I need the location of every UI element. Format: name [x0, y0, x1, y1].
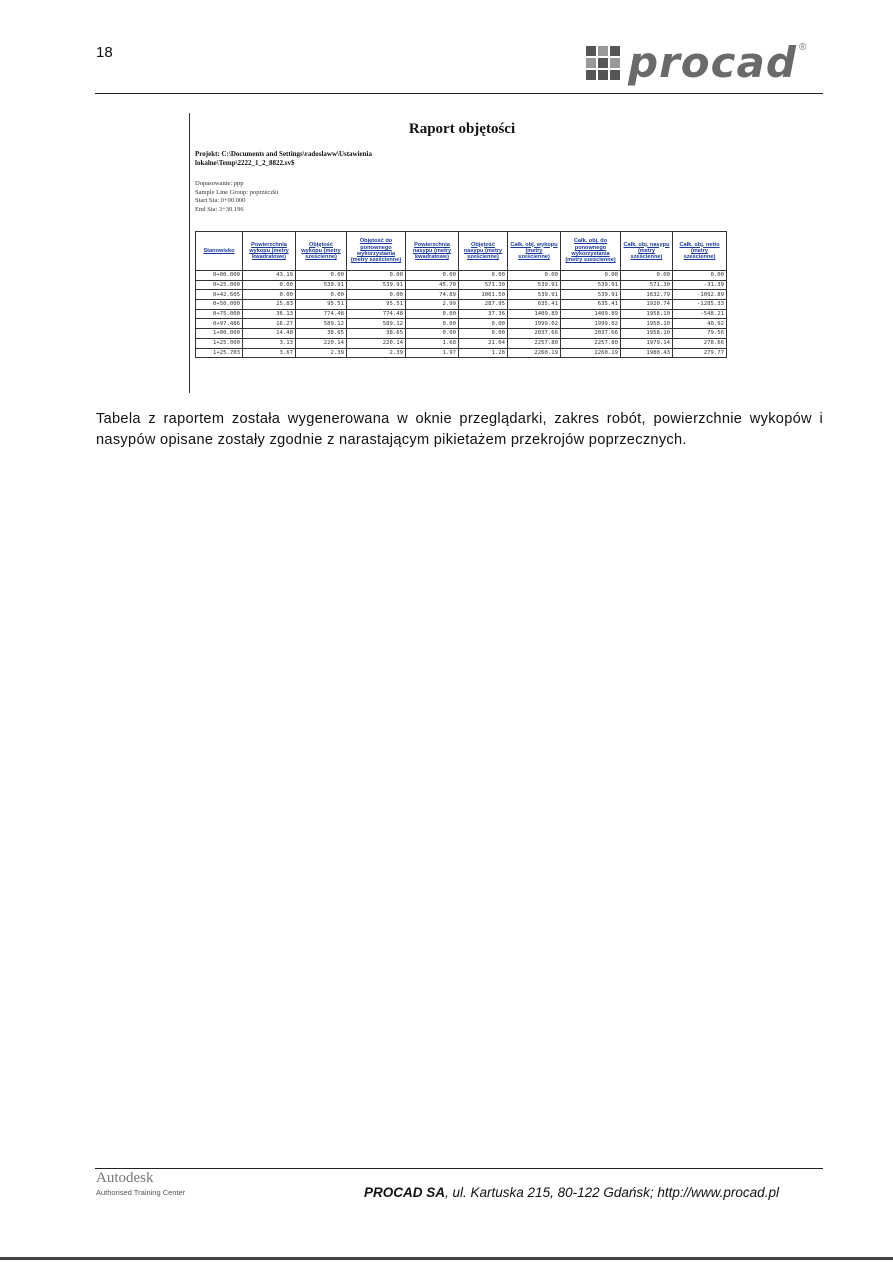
value-cell: 279.77 [673, 348, 727, 358]
value-cell: 2.39 [296, 348, 347, 358]
table-row [196, 280, 727, 290]
station-cell: 1+25.703 [196, 348, 243, 358]
value-cell: 38.65 [296, 329, 347, 339]
value-cell: 2.39 [347, 348, 406, 358]
value-cell: 0.00 [406, 319, 459, 329]
value-cell: 220.14 [296, 338, 347, 348]
caption-paragraph: Tabela z raportem została wygenerowana w oknie przeglądarki, zakres robót, powierzchnie wykopów i nasypów opisane zostały zgodnie z narastającym pikietażem przekrojów poprzecznych. [96, 411, 823, 448]
value-cell: 0.00 [508, 271, 561, 281]
value-cell: 1632.79 [621, 290, 673, 300]
value-cell: -1092.89 [673, 290, 727, 300]
value-cell: 1409.89 [508, 309, 561, 319]
value-cell: 0.00 [296, 271, 347, 281]
value-cell: 0.00 [243, 280, 296, 290]
value-cell: 1999.02 [508, 319, 561, 329]
station-cell: 0+25.000 [196, 280, 243, 290]
column-header[interactable]: Objętość nasypu (metry sześcienne) [459, 232, 508, 271]
value-cell: 1920.74 [621, 300, 673, 310]
value-cell: 2257.80 [508, 338, 561, 348]
value-cell: 2037.66 [561, 329, 621, 339]
value-cell: 589.12 [296, 319, 347, 329]
value-cell: 1979.14 [621, 338, 673, 348]
value-cell: 1.68 [406, 338, 459, 348]
volume-table [195, 231, 727, 358]
project-path-line-2: lokalne\Temp\2222_1_2_8822.sv$ [195, 159, 295, 167]
value-cell: 0.00 [459, 319, 508, 329]
value-cell: 0.00 [243, 290, 296, 300]
column-header[interactable]: Całk. obj. nasypu (metry sześcienne) [621, 232, 673, 271]
value-cell: -1285.33 [673, 300, 727, 310]
value-cell: 0.00 [406, 271, 459, 281]
scan-bottom-edge [0, 1257, 893, 1260]
column-header[interactable]: Objętość do ponownego wykorzystania (metry sześcienne) [347, 232, 406, 271]
value-cell: 37.36 [459, 309, 508, 319]
value-cell: 2.99 [406, 300, 459, 310]
table-row [196, 271, 727, 281]
value-cell: 0.00 [347, 290, 406, 300]
report-screenshot [189, 113, 735, 393]
procad-logo [586, 38, 806, 88]
value-cell: 220.14 [347, 338, 406, 348]
value-cell: 539.91 [347, 280, 406, 290]
value-cell: 2257.80 [561, 338, 621, 348]
table-row [196, 309, 727, 319]
value-cell: 539.91 [561, 280, 621, 290]
value-cell: 635.41 [508, 300, 561, 310]
value-cell: 1.97 [406, 348, 459, 358]
table-body [196, 271, 727, 358]
value-cell: 0.00 [673, 271, 727, 281]
column-header[interactable]: Powierzchnia nasypu (metry kwadratowe) [406, 232, 459, 271]
footer-divider [95, 1168, 823, 1169]
value-cell: 25.83 [243, 300, 296, 310]
value-cell: 571.30 [459, 280, 508, 290]
meta-end-station: End Sta: 3+30.196 [195, 205, 244, 213]
station-cell: 1+00.000 [196, 329, 243, 339]
value-cell: 2260.19 [561, 348, 621, 358]
value-cell: 0.00 [406, 329, 459, 339]
value-cell: 1958.10 [621, 309, 673, 319]
value-cell: 0.00 [459, 271, 508, 281]
value-cell: 36.13 [243, 309, 296, 319]
value-cell: 0.00 [296, 290, 347, 300]
value-cell: 1409.89 [561, 309, 621, 319]
value-cell: 774.48 [296, 309, 347, 319]
value-cell: 0.00 [406, 309, 459, 319]
station-cell: 0+97.486 [196, 319, 243, 329]
value-cell: 589.12 [347, 319, 406, 329]
value-cell: 0.00 [347, 271, 406, 281]
project-path-line-1: Projekt: C:\Documents and Settings\radoslaww\Ustawienia [195, 150, 373, 158]
meta-alignment: Dopasowanie: ppp [195, 180, 244, 187]
table-row [196, 300, 727, 310]
value-cell: 43.19 [243, 271, 296, 281]
column-header[interactable]: Stanowisko [196, 232, 243, 271]
value-cell: 539.91 [508, 290, 561, 300]
screenshot-border [189, 113, 190, 393]
value-cell: 45.70 [406, 280, 459, 290]
meta-sample-line-group: Sample Line Group: poprzeczki [195, 188, 279, 196]
value-cell: 79.56 [673, 329, 727, 339]
value-cell: 1061.50 [459, 290, 508, 300]
station-cell: 0+00.000 [196, 271, 243, 281]
value-cell: 287.95 [459, 300, 508, 310]
value-cell: 95.51 [296, 300, 347, 310]
value-cell: 14.48 [243, 329, 296, 339]
column-header[interactable]: Powierzchnia wykopu (metry kwadratowe) [243, 232, 296, 271]
page-number: 18 [96, 44, 113, 61]
value-cell: 74.89 [406, 290, 459, 300]
value-cell: 571.30 [621, 280, 673, 290]
value-cell: 3.67 [243, 348, 296, 358]
table-row [196, 348, 727, 358]
value-cell: 21.04 [459, 338, 508, 348]
header-divider [95, 93, 823, 94]
logo-text: procad [628, 38, 797, 87]
registered-mark: ® [798, 42, 807, 53]
value-cell: 0.00 [621, 271, 673, 281]
station-cell: 0+75.000 [196, 309, 243, 319]
value-cell: 3.13 [243, 338, 296, 348]
column-header[interactable]: Objętość wykopu (metry sześcienne) [296, 232, 347, 271]
table-row [196, 319, 727, 329]
value-cell: 38.65 [347, 329, 406, 339]
autodesk-logo: Autodesk [96, 1170, 154, 1186]
report-title: Raport objętości [408, 121, 516, 137]
value-cell: 635.41 [561, 300, 621, 310]
value-cell: 2037.66 [508, 329, 561, 339]
column-header[interactable]: Całk. obj. wykopu (metry sześcienne) [508, 232, 561, 271]
project-path [195, 150, 515, 168]
meta-start-station: Start Sta: 0+00.000 [195, 197, 246, 204]
procad-logo-icon [586, 46, 620, 80]
value-cell: 2260.19 [508, 348, 561, 358]
value-cell: 539.91 [296, 280, 347, 290]
value-cell: 539.91 [561, 290, 621, 300]
table-row [196, 338, 727, 348]
value-cell: 1999.02 [561, 319, 621, 329]
table-row [196, 290, 727, 300]
value-cell: 1958.10 [621, 319, 673, 329]
column-header[interactable]: Całk. obj. do ponownego wykorzystania (metry sześcienne) [561, 232, 621, 271]
value-cell: -31.39 [673, 280, 727, 290]
value-cell: 40.92 [673, 319, 727, 329]
footer-address [364, 1185, 779, 1200]
value-cell: 1.28 [459, 348, 508, 358]
value-cell: 0.00 [561, 271, 621, 281]
station-cell: 0+50.000 [196, 300, 243, 310]
station-cell: 1+25.000 [196, 338, 243, 348]
authorised-training-center: Authorised Training Center [96, 1188, 186, 1197]
value-cell: 278.66 [673, 338, 727, 348]
value-cell: 0.00 [459, 329, 508, 339]
footer-address-text: , ul. Kartuska 215, 80-122 Gdańsk; http://www.procad.pl [445, 1185, 779, 1200]
value-cell: 774.48 [347, 309, 406, 319]
table-header-row [196, 232, 727, 271]
column-header[interactable]: Całk. obj. netto (metry sześcienne) [673, 232, 727, 271]
report-meta [195, 180, 278, 214]
value-cell: -548.21 [673, 309, 727, 319]
value-cell: 1980.43 [621, 348, 673, 358]
table-row [196, 329, 727, 339]
value-cell: 95.51 [347, 300, 406, 310]
value-cell: 1958.10 [621, 329, 673, 339]
footer-company: PROCAD SA [364, 1185, 446, 1200]
station-cell: 0+42.605 [196, 290, 243, 300]
value-cell: 539.91 [508, 280, 561, 290]
value-cell: 16.27 [243, 319, 296, 329]
